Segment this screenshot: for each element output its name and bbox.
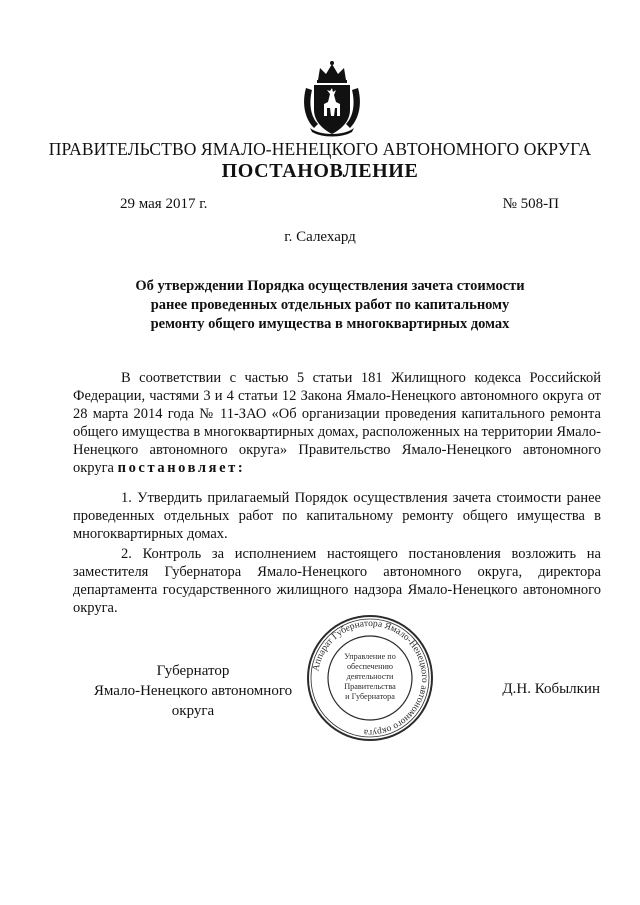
clause-1: 1. Утвердить прилагаемый Порядок осуществления зачета стоимости ранее проведенных отдельных работ по капитальному ремонту общего имущества в многоквартирных домах. <box>73 490 601 542</box>
document-number: № 508-П <box>502 196 559 212</box>
stamp-center-line: и Губернатора <box>345 692 395 701</box>
document-city: г. Салехард <box>284 229 356 245</box>
stamp-center-line: Правительства <box>344 682 396 691</box>
signer-name: Д.Н. Кобылкин <box>502 681 600 697</box>
subject-line: ранее проведенных отдельных работ по капитальному <box>150 297 510 313</box>
official-stamp <box>304 612 436 744</box>
subject-line: ремонту общего имущества в многоквартирных домах <box>150 316 510 332</box>
clause-2: 2. Контроль за исполнением настоящего постановления возложить на заместителя Губернатора Ямало-Ненецкого автономного округа, директора департамента государственного жилищного надзора Ямало-Ненецкого автономного округа. <box>73 546 601 616</box>
preamble-paragraph <box>73 369 601 477</box>
document-type: ПОСТАНОВЛЕНИЕ <box>221 160 419 182</box>
subject-line: Об утверждении Порядка осуществления зачета стоимости <box>135 278 525 294</box>
stamp-center-line: Управление по <box>344 652 396 661</box>
decree-word: постановляет: <box>117 460 246 476</box>
stamp-ring-text: Аппарат Губернатора Ямало-Ненецкого автономного округа <box>311 618 430 738</box>
stamp-center-line: деятельности <box>346 672 394 681</box>
document-subject <box>120 277 540 334</box>
signer-position: Губернатор <box>156 663 230 679</box>
government-name: ПРАВИТЕЛЬСТВО ЯМАЛО-НЕНЕЦКОГО АВТОНОМНОГО ОКРУГА <box>48 139 592 159</box>
signer-region: Ямало-Ненецкого автономного округа <box>93 683 293 719</box>
document-date: 29 мая 2017 г. <box>120 196 208 212</box>
stamp-center-line: обеспечению <box>346 662 394 671</box>
preamble-text: В соответствии с частью 5 статьи 181 Жилищного кодекса Российской Федерации, частями 3 и 4 статьи 12 Закона Ямало-Ненецкого автономного округа от 28 марта 2014 года № 11-ЗАО «Об организации проведения капитального ремонта общего имущества в многоквартирных домах, расположенных на территории Ямало-Ненецкого автономного округа» Правительство Ямало-Ненецкого автономного округа <box>73 370 601 476</box>
coat-of-arms-icon <box>300 58 364 138</box>
